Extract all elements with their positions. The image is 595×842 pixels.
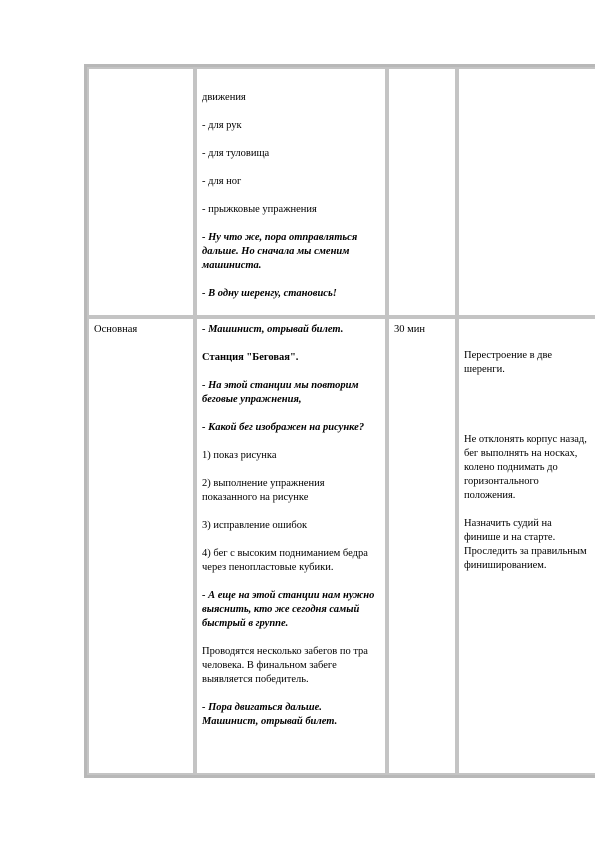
note-text: Не отклонять корпус назад, бег выполнять на носках, колено поднимать до горизонтального положения. [464, 434, 587, 501]
content-line: - прыжковые упражнения [202, 204, 317, 215]
station-title: Станция "Беговая". [202, 352, 299, 363]
time-cell [387, 317, 457, 775]
teacher-speech: - Какой бег изображен на рисунке? [202, 422, 365, 433]
spacer [464, 391, 590, 433]
lesson-plan-table [84, 64, 595, 778]
section-cell [87, 67, 195, 317]
teacher-speech: - Машинист, отрывай билет. [202, 324, 344, 335]
time-cell [387, 67, 457, 317]
content-line: - для туловища [202, 148, 270, 159]
step-item: 4) бег с высоким подниманием бедра через пенопластовые кубики. [202, 548, 368, 573]
content-line: движения [202, 92, 246, 103]
teacher-speech: - В одну шеренгу, становись! [202, 288, 337, 299]
teacher-speech: - А еще на этой станции нам нужно выяснить, кто же сегодня самый быстрый в группе. [202, 590, 375, 629]
table-row [87, 317, 595, 775]
step-item: 3) исправление ошибок [202, 520, 308, 531]
teacher-speech: - На этой станции мы повторим беговые упражнения, [202, 380, 359, 405]
section-label: Основная [94, 324, 138, 335]
step-item: 1) показ рисунка [202, 450, 277, 461]
content-cell [195, 67, 387, 317]
races-description: Проводятся несколько забегов по тра человека. В финальном забеге выявляется победитель. [202, 646, 368, 685]
table-row [87, 67, 595, 317]
lesson-table-container [84, 64, 595, 778]
note-text: Назначить судий на финише и на старте. Проследить за правильным финишированием. [464, 518, 587, 571]
content-line: - для рук [202, 120, 242, 131]
section-cell [87, 317, 195, 775]
teacher-speech: - Ну что же, пора отправляться дальше. Но сначала мы сменим машиниста. [202, 232, 358, 271]
notes-cell [457, 67, 595, 317]
step-item: 2) выполнение упражнения показанного на рисунке [202, 478, 325, 503]
content-line: - для ног [202, 176, 242, 187]
time-value: 30 мин [394, 324, 426, 335]
content-cell [195, 317, 387, 775]
notes-cell [457, 317, 595, 775]
note-text: Перестроение в две шеренги. [464, 350, 553, 375]
teacher-speech: - Пора двигаться дальше. Машинист, отрывай билет. [202, 702, 338, 727]
